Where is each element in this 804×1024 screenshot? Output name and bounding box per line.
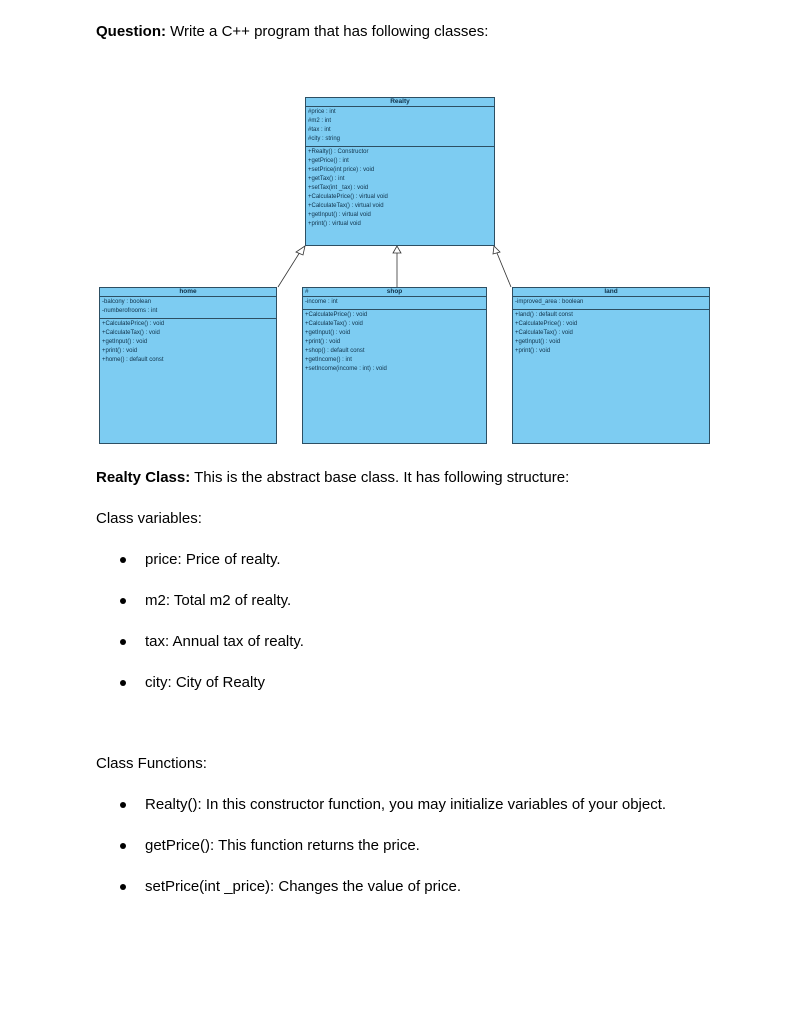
class-function-item: setPrice(int _price): Changes the value of price. bbox=[145, 878, 461, 895]
uml-attribute: #city : string bbox=[308, 136, 341, 142]
uml-method: +CalculatePrice() : virtual void bbox=[308, 194, 388, 200]
uml-method: +shop() : default const bbox=[305, 348, 365, 354]
class-function-item: Realty(): In this constructor function, you may initialize variables of your object. bbox=[145, 796, 667, 813]
uml-methods bbox=[513, 310, 709, 358]
bullet-icon bbox=[120, 598, 126, 604]
uml-method: +CalculatePrice() : void bbox=[515, 321, 578, 327]
uml-attribute: #price : int bbox=[308, 109, 336, 115]
realty-class-line bbox=[96, 469, 569, 486]
uml-method: +CalculateTax() : virtual void bbox=[308, 203, 384, 209]
uml-method: +print() : void bbox=[515, 348, 551, 354]
bullet-icon bbox=[120, 802, 126, 808]
uml-class-header bbox=[303, 288, 486, 297]
uml-method: +setPrice(int price) : void bbox=[308, 167, 375, 173]
uml-method: +home() : default const bbox=[102, 357, 164, 363]
class-function-item: getPrice(): This function returns the price. bbox=[145, 837, 420, 854]
uml-method: +print() : void bbox=[305, 339, 341, 345]
class-functions-heading: Class Functions: bbox=[96, 755, 207, 772]
bullet-icon bbox=[120, 557, 126, 563]
class-variable-item: m2: Total m2 of realty. bbox=[145, 592, 292, 609]
uml-method: +getInput() : virtual void bbox=[308, 212, 371, 218]
realty-class-text: This is the abstract base class. It has following structure: bbox=[190, 469, 570, 486]
uml-method: +getPrice() : int bbox=[308, 158, 349, 164]
uml-attributes bbox=[306, 107, 494, 147]
uml-class-name: Realty bbox=[306, 98, 494, 107]
uml-methods bbox=[303, 310, 486, 376]
uml-class-shop bbox=[302, 287, 487, 444]
uml-attributes bbox=[100, 297, 276, 319]
uml-method: +print() : virtual void bbox=[308, 221, 361, 227]
uml-method: +getTax() : int bbox=[308, 176, 345, 182]
uml-method: +CalculateTax() : void bbox=[515, 330, 573, 336]
class-variables-heading: Class variables: bbox=[96, 510, 202, 527]
uml-class-home bbox=[99, 287, 277, 444]
uml-attribute: #m2 : int bbox=[308, 118, 332, 124]
question-text: Write a C++ program that has following classes: bbox=[166, 23, 489, 40]
uml-method: +getInput() : void bbox=[102, 339, 148, 345]
uml-method: +CalculateTax() : void bbox=[102, 330, 160, 336]
uml-method: +CalculatePrice() : void bbox=[305, 312, 368, 318]
uml-method: +getInput() : void bbox=[515, 339, 561, 345]
uml-attributes bbox=[303, 297, 486, 310]
question-label: Question: bbox=[96, 23, 166, 40]
uml-attribute: -numberofrooms : int bbox=[102, 308, 158, 314]
uml-method: +setIncome(income : int) : void bbox=[305, 366, 387, 372]
realty-class-label: Realty Class: bbox=[96, 469, 191, 486]
uml-attribute: -balcony : boolean bbox=[102, 299, 152, 305]
class-variable-item: city: City of Realty bbox=[145, 674, 266, 691]
uml-method: +CalculateTax() : void bbox=[305, 321, 363, 327]
class-variable-item: tax: Annual tax of realty. bbox=[145, 633, 304, 650]
uml-method: +print() : void bbox=[102, 348, 138, 354]
question-line bbox=[96, 23, 488, 40]
uml-class-land bbox=[512, 287, 710, 444]
uml-method: +getInput() : void bbox=[305, 330, 351, 336]
bullet-icon bbox=[120, 843, 126, 849]
bullet-icon bbox=[120, 639, 126, 645]
uml-methods bbox=[100, 319, 276, 367]
uml-class-realty bbox=[305, 97, 495, 246]
uml-stereotype: # bbox=[305, 288, 309, 295]
uml-method: +setTax(int _tax) : void bbox=[308, 185, 369, 191]
uml-method: +getIncome() : int bbox=[305, 357, 352, 363]
uml-class-name: home bbox=[100, 288, 276, 297]
uml-attribute: -income : int bbox=[305, 299, 338, 305]
bullet-icon bbox=[120, 884, 126, 890]
uml-class-name: shop bbox=[386, 288, 403, 295]
class-variable-item: price: Price of realty. bbox=[145, 551, 281, 568]
bullet-icon bbox=[120, 680, 126, 686]
uml-method: +CalculatePrice() : void bbox=[102, 321, 165, 327]
uml-method: +Realty() : Constructor bbox=[308, 149, 369, 155]
uml-attribute: #tax : int bbox=[308, 127, 331, 133]
uml-attributes bbox=[513, 297, 709, 310]
uml-method: +land() : default const bbox=[515, 312, 573, 318]
uml-attribute: -improved_area : boolean bbox=[515, 299, 584, 305]
uml-class-name: land bbox=[513, 288, 709, 297]
uml-methods bbox=[306, 147, 494, 231]
